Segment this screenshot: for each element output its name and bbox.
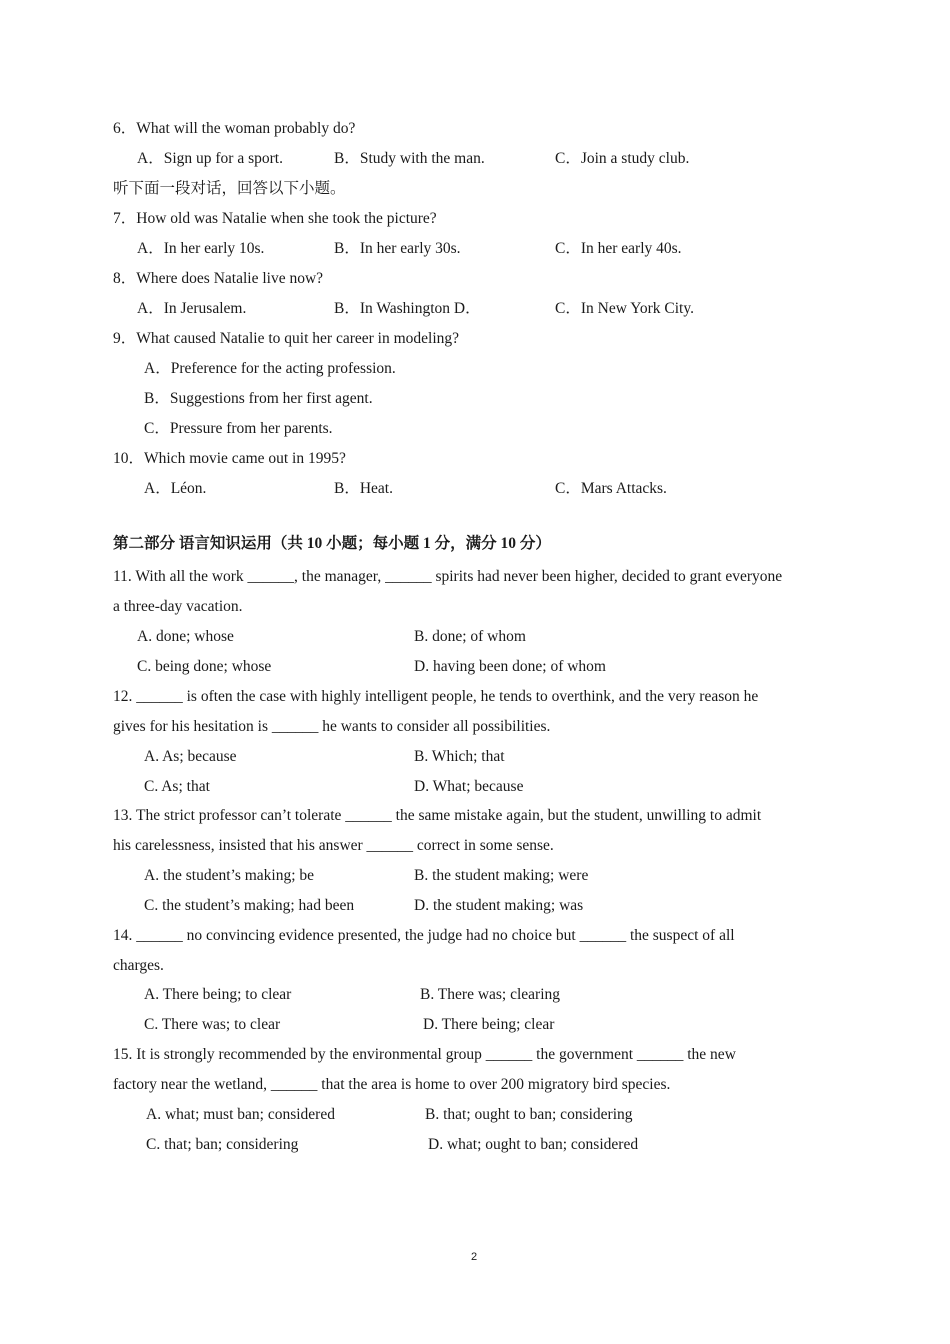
question-15-option-a: A. what; must ban; considered xyxy=(146,1106,335,1123)
question-12-line-1: 12. ______ is often the case with highly intelligent people, he tends to overthink, and the very reason he xyxy=(113,688,759,705)
question-15-option-c: C. that; ban; considering xyxy=(146,1136,299,1153)
question-13-option-b: B. the student making; were xyxy=(414,867,589,884)
question-8-option-c: C．In New York City. xyxy=(555,300,694,317)
question-8-option-a: A．In Jerusalem. xyxy=(137,300,247,317)
question-7-stem: 7．How old was Natalie when she took the picture? xyxy=(113,210,437,227)
question-10-stem: 10．Which movie came out in 1995? xyxy=(113,450,346,467)
question-14-option-a: A. There being; to clear xyxy=(144,986,292,1003)
question-9-option-c: C．Pressure from her parents. xyxy=(144,420,333,437)
question-14-option-c: C. There was; to clear xyxy=(144,1016,281,1033)
question-8-option-b: B．In Washington D． xyxy=(334,300,481,317)
question-12-option-a: A. As; because xyxy=(144,748,237,765)
question-11-option-b: B. done; of whom xyxy=(414,628,526,645)
question-6-option-a: A．Sign up for a sport. xyxy=(137,150,283,167)
question-8-stem: 8．Where does Natalie live now? xyxy=(113,270,324,287)
listening-instruction: 听下面一段对话，回答以下小题。 xyxy=(113,180,346,197)
question-10-option-a: A．Léon. xyxy=(144,480,207,497)
question-9-option-a: A．Preference for the acting profession. xyxy=(144,360,396,377)
question-7-option-b: B．In her early 30s. xyxy=(334,240,461,257)
question-11-option-c: C. being done; whose xyxy=(137,658,272,675)
question-6-stem: 6．What will the woman probably do? xyxy=(113,120,356,137)
question-12-option-b: B. Which; that xyxy=(414,748,505,765)
question-13-line-1: 13. The strict professor can’t tolerate ______ the same mistake again, but the student, unwilling to admit xyxy=(113,807,762,824)
question-15-option-b: B. that; ought to ban; considering xyxy=(425,1106,633,1123)
question-13-line-2: his carelessness, insisted that his answer ______ correct in some sense. xyxy=(113,837,554,854)
question-14-option-b: B. There was; clearing xyxy=(420,986,561,1003)
page-number: 2 xyxy=(471,1251,478,1263)
question-10-option-c: C．Mars Attacks. xyxy=(555,480,667,497)
question-13-option-c: C. the student’s making; had been xyxy=(144,897,355,914)
question-14-line-2: charges. xyxy=(113,957,164,974)
part-2-heading: 第二部分 语言知识运用（共 10 小题；每小题 1 分，满分 10 分） xyxy=(113,535,551,552)
question-11-option-a: A. done; whose xyxy=(137,628,234,645)
question-13-option-a: A. the student’s making; be xyxy=(144,867,315,884)
question-7-option-a: A．In her early 10s. xyxy=(137,240,265,257)
question-12-line-2: gives for his hesitation is ______ he wants to consider all possibilities. xyxy=(113,718,551,735)
question-12-option-d: D. What; because xyxy=(414,778,524,795)
question-10-option-b: B．Heat. xyxy=(334,480,393,497)
question-6-option-b: B．Study with the man. xyxy=(334,150,485,167)
question-11-line-1: 11. With all the work ______, the manager, ______ spirits had never been higher, decided to grant everyone xyxy=(113,568,783,585)
question-14-line-1: 14. ______ no convincing evidence presented, the judge had no choice but ______ the suspect of all xyxy=(113,927,735,944)
question-7-option-c: C．In her early 40s. xyxy=(555,240,682,257)
question-14-option-d: D. There being; clear xyxy=(423,1016,555,1033)
question-9-stem: 9．What caused Natalie to quit her career in modeling? xyxy=(113,330,460,347)
question-15-line-1: 15. It is strongly recommended by the environmental group ______ the government ______ the new xyxy=(113,1046,736,1063)
question-11-option-d: D. having been done; of whom xyxy=(414,658,606,675)
question-6-option-c: C．Join a study club. xyxy=(555,150,690,167)
question-12-option-c: C. As; that xyxy=(144,778,210,795)
question-15-option-d: D. what; ought to ban; considered xyxy=(428,1136,639,1153)
question-11-line-2: a three-day vacation. xyxy=(113,598,243,615)
question-9-option-b: B．Suggestions from her first agent. xyxy=(144,390,373,407)
question-15-line-2: factory near the wetland, ______ that the area is home to over 200 migratory bird species. xyxy=(113,1076,671,1093)
question-13-option-d: D. the student making; was xyxy=(414,897,584,914)
